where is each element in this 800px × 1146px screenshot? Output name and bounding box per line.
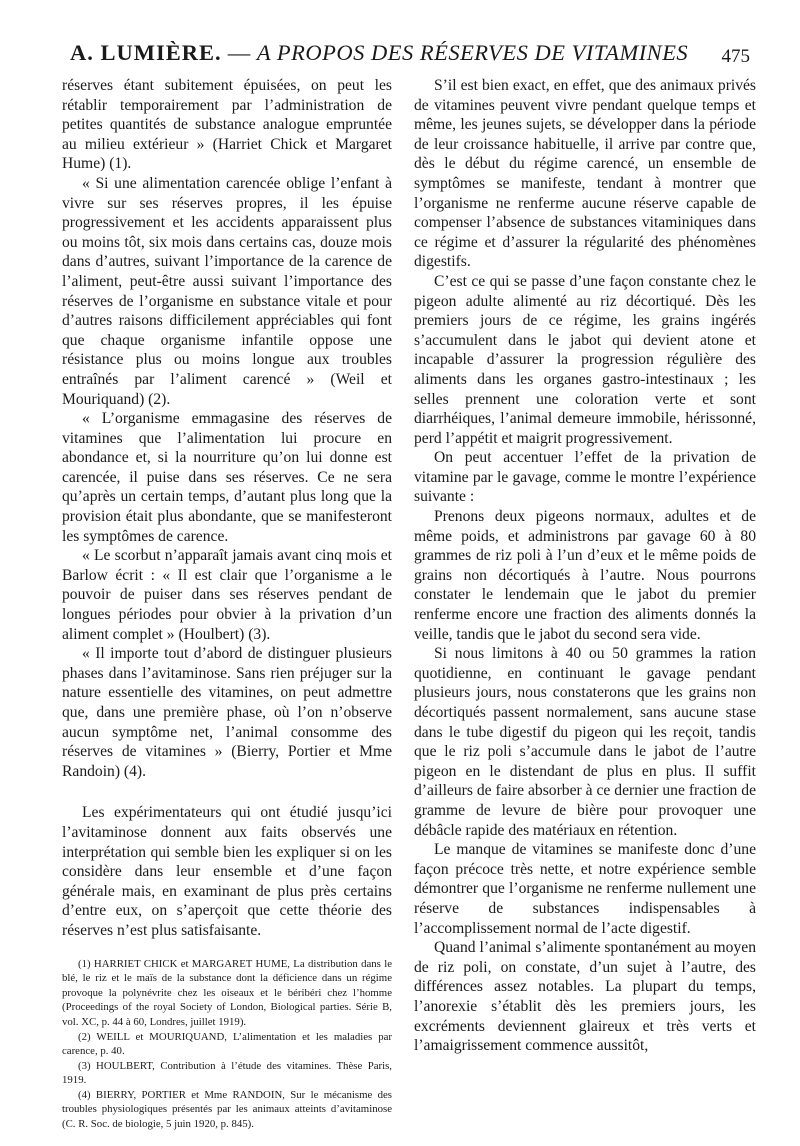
paragraph: On peut accentuer l’effet de la privation de vitamine par le gavage, comme le montre l’expérience suivante : (414, 449, 756, 506)
paragraph: Le manque de vitamines se manifeste donc d’une façon précoce très nette, et notre expérience semble démontrer que l’organisme ne renferme nullement une réserve de substances indispensables à l’accomplissement normal de l’acte digestif. (414, 841, 756, 937)
footnote: (4) BIERRY, PORTIER et Mme RANDOIN, Sur le mécanisme des troubles physiologiques présentés par les animaux atteints d’avitaminose (C. R. Soc. de biologie, 5 juin 1920, p. 845). (62, 1088, 392, 1131)
page-number: 475 (721, 46, 750, 67)
paragraph: réserves étant subitement épuisées, on peut les rétablir temporairement par l’administration de petites quantités de substance analogue empruntée au milieu extérieur » (Harriet Chick et Margaret Hume) (1). (62, 77, 392, 173)
right-column (414, 76, 756, 1056)
paragraph: Prenons deux pigeons normaux, adultes et de même poids, et administrons par gavage 60 à 80 grammes de riz poli à l’un d’eux et le même poids de grains non décortiqués à l’autre. Nous pourrons constater le lendemain que le jabot du premier renferme encore une fraction des aliments donnés la veille, tandis que le jabot du second sera vide. (414, 508, 756, 643)
paragraph: « L’organisme emmagasine des réserves de vitamines que l’alimentation lui procure en abondance et, si la nourriture qu’on lui donne est carencée, il puise dans ses réserves. Ce ne sera qu’après un certain temps, d’autant plus long que la provision était plus abondante, que se manifesteront les symptômes de carence. (62, 410, 392, 545)
left-column (62, 76, 392, 1132)
header-title: A PROPOS DES RÉSERVES DE VITAMINES (256, 40, 689, 65)
paragraph: « Le scorbut n’apparaît jamais avant cinq mois et Barlow écrit : « Il est clair que l’organisme a le pouvoir de puiser dans ses réserves pendant de longues périodes pour obvier à la privation d’un aliment complet » (Houlbert) (3). (62, 547, 392, 643)
footnotes (62, 957, 392, 1132)
footnote: (1) HARRIET CHICK et MARGARET HUME, La distribution dans le blé, le riz et le maïs de la substance dont la déficience dans un régime provoque la polynévrite chez les oiseaux et le béribéri chez l’homme (Proceedings of the royal Society of London, Biological parties. Série B, vol. XC, p. 44 à 60, Londres, juillet 1919). (62, 957, 392, 1028)
paragraph: Les expérimentateurs qui ont étudié jusqu’ici l’avitaminose donnent aux faits observés une interprétation qui semble bien les expliquer si on les considère dans leur ensemble et d’une façon générale mais, en examinant de plus près certains d’entre eux, on s’aperçoit que cette théorie des réserves n’est plus satisfaisante. (62, 804, 392, 939)
paragraph: Quand l’animal s’alimente spontanément au moyen de riz poli, on constate, d’un sujet à l’autre, des différences assez notables. La plupart du temps, l’anorexie s’établit dès les premiers jours, les excréments deviennent glaireux et très verts et l’amaigrissement commence aussitôt, (414, 939, 756, 1055)
header-author: A. LUMIÈRE. (70, 40, 222, 65)
paragraph: C’est ce qui se passe d’une façon constante chez le pigeon adulte alimenté au riz décortiqué. Dès les premiers jours de ce régime, les grains ingérés s’accumulent dans le jabot qui devient atone et incapable d’assurer la progression régulière des aliments dans les organes gastro-intestinaux ; les selles prennent une coloration verte et sont diarrhéiques, l’animal demeure immobile, hérissonné, perd l’appétit et maigrit progressivement. (414, 272, 756, 447)
paragraph: S’il est bien exact, en effet, que des animaux privés de vitamines peuvent vivre pendant quelque temps et même, les jeunes sujets, se développer dans la période de leur croissance habituelle, il arrive par contre que, dès le début du régime carencé, un ensemble de symptômes se manifeste, tendant à montrer que l’organisme ne renferme aucune réserve capable de compenser l’absence de substances vitaminiques dans ce régime et d’assurer la régularité des phénomènes digestifs. (414, 77, 756, 271)
header-dash: — (227, 40, 251, 65)
running-header (70, 40, 750, 80)
paragraph: Si nous limitons à 40 ou 50 grammes la ration quotidienne, en continuant le gavage pendant plusieurs jours, nous constaterons que les grains non décortiqués passent normalement, sans aucune stase dans le tube digestif du pigeon qui les reçoit, tandis que le riz poli s’accumule dans le jabot de l’autre pigeon en le distendant de plus en plus. Il suffit d’ailleurs de faire absorber à ce dernier une fraction de gramme de levure de bière pour provoquer une débâcle rapide des matériaux en rétention. (414, 645, 756, 839)
paragraph: « Si une alimentation carencée oblige l’enfant à vivre sur ses réserves propres, il les épuise progressivement et les accidents apparaissent plus ou moins tôt, six mois dans certains cas, douze mois dans d’autres, suivant l’importance de la carence de l’aliment, peut-être aussi suivant l’importance des réserves de l’organisme en substance vitale et pour d’autres raisons difficilement appréciables qui font que chaque organisme infantile oppose une résistance plus ou moins longue aux troubles entraînés par l’aliment carencé » (Weil et Mouriquand) (2). (62, 174, 392, 408)
footnote: (2) WEILL et MOURIQUAND, L’alimentation et les maladies par carence, p. 40. (62, 1030, 392, 1058)
footnote: (3) HOULBERT, Contribution à l’étude des vitamines. Thèse Paris, 1919. (62, 1059, 392, 1087)
paragraph: « Il importe tout d’abord de distinguer plusieurs phases dans l’avitaminose. Sans rien préjuger sur la nature essentielle des vitamines, on peut admettre que, dans une première phase, où l’on n’observe aucun symptôme net, l’animal consomme des réserves de vitamines » (Bierry, Portier et Mme Randoin) (4). (62, 645, 392, 780)
